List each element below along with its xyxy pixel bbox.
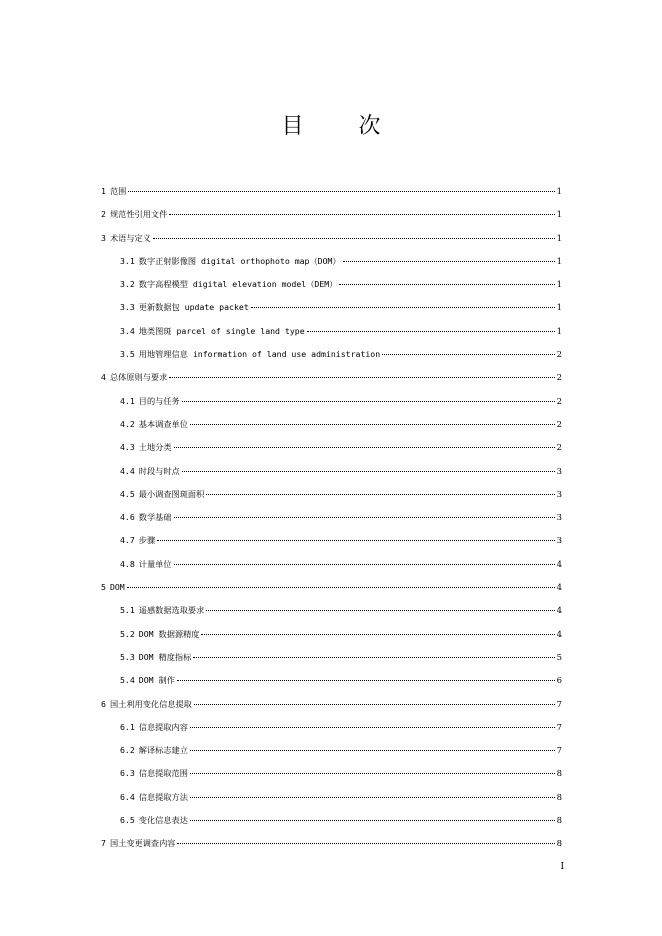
toc-entry-text: 信息提取内容 [138, 721, 188, 732]
table-of-contents [101, 180, 562, 856]
toc-entry-number: 3 [101, 232, 106, 243]
toc-entry-label [120, 276, 337, 292]
toc-entry-text: 土地分类 [138, 442, 172, 453]
toc-entry-page: 3 [556, 536, 562, 547]
toc-entry-page: 4 [556, 583, 562, 594]
toc-entry-page: 1 [556, 280, 562, 291]
toc-entry-text: 计量单位 [138, 558, 172, 569]
toc-entry[interactable] [101, 460, 562, 483]
toc-entry[interactable] [101, 832, 562, 855]
toc-entry-number: 5.1 [120, 605, 135, 616]
toc-entry-page: 1 [556, 303, 562, 314]
toc-entry-number: 2 [101, 209, 106, 220]
toc-leader-dots [153, 238, 555, 239]
toc-entry-text: 数学基础 [138, 512, 172, 523]
toc-leader-dots [177, 843, 554, 844]
toc-entry-number: 4.7 [120, 535, 135, 546]
toc-entry-label [120, 486, 204, 502]
toc-leader-dots [127, 587, 555, 588]
toc-leader-dots [169, 377, 554, 378]
toc-entry-number: 4.8 [120, 558, 135, 569]
toc-leader-dots [190, 750, 555, 751]
toc-entry-number: 3.3 [120, 302, 135, 313]
toc-entry-page: 1 [556, 210, 562, 221]
toc-entry-label [120, 719, 188, 735]
toc-entry-label [120, 393, 180, 409]
toc-entry[interactable] [101, 273, 562, 296]
toc-entry[interactable] [101, 483, 562, 506]
toc-leader-dots [182, 401, 555, 402]
toc-entry-text: 用地管理信息 information of land use administration [138, 349, 381, 360]
toc-entry-label [120, 463, 180, 479]
toc-entry[interactable] [101, 180, 562, 203]
toc-entry[interactable] [101, 693, 562, 716]
toc-entry-text: 变化信息表达 [138, 815, 188, 826]
toc-leader-dots [201, 634, 554, 635]
toc-leader-dots [174, 517, 555, 518]
toc-entry-text: 术语与定义 [109, 232, 151, 243]
toc-entry-page: 6 [556, 676, 562, 687]
toc-entry-number: 6 [101, 698, 106, 709]
toc-leader-dots [190, 797, 555, 798]
toc-leader-dots [182, 471, 555, 472]
toc-entry[interactable] [101, 553, 562, 576]
toc-entry-text: DOM 数据源精度 [138, 628, 200, 639]
toc-entry-page: 4 [556, 629, 562, 640]
toc-leader-dots [177, 680, 555, 681]
toc-entry-label [101, 579, 125, 595]
toc-entry[interactable] [101, 506, 562, 529]
toc-leader-dots [382, 354, 554, 355]
toc-entry-number: 1 [101, 186, 106, 196]
toc-entry-text: 基本调查单位 [138, 418, 188, 429]
toc-leader-dots [190, 820, 555, 821]
toc-entry-number: 4 [101, 372, 106, 383]
toc-entry-label [101, 835, 175, 851]
toc-entry[interactable] [101, 343, 562, 366]
toc-entry-text: DOM 制作 [138, 675, 175, 686]
toc-entry-text: 目的与任务 [138, 395, 180, 406]
toc-entry-page: 5 [556, 652, 562, 663]
toc-entry-page: 1 [556, 233, 562, 244]
toc-entry-label [120, 742, 188, 758]
toc-entry-number: 6.2 [120, 745, 135, 756]
toc-entry[interactable] [101, 599, 562, 622]
toc-entry-number: 4.5 [120, 488, 135, 499]
toc-entry-label [120, 299, 249, 315]
toc-entry-text: DOM 精度指标 [138, 651, 192, 662]
toc-entry-page: 2 [556, 419, 562, 430]
toc-entry[interactable] [101, 762, 562, 785]
toc-entry[interactable] [101, 250, 562, 273]
toc-entry-text: 总体原则与要求 [109, 372, 168, 383]
toc-entry-page: 2 [556, 396, 562, 407]
toc-leader-dots [193, 657, 554, 658]
toc-entry-label [120, 602, 204, 618]
toc-entry[interactable] [101, 413, 562, 436]
toc-entry-page: 1 [556, 256, 562, 267]
toc-leader-dots [339, 284, 554, 285]
toc-entry[interactable] [101, 786, 562, 809]
toc-entry-page: 3 [556, 513, 562, 524]
toc-entry-number: 3.5 [120, 349, 135, 360]
page-title: 目 次 [281, 114, 405, 139]
toc-entry-number: 6.1 [120, 721, 135, 732]
toc-leader-dots [169, 214, 554, 215]
toc-entry-number: 4.4 [120, 465, 135, 476]
toc-leader-dots [206, 494, 554, 495]
toc-entry-page: 3 [556, 466, 562, 477]
toc-entry-number: 5.4 [120, 675, 135, 686]
toc-entry-number: 6.5 [120, 815, 135, 826]
toc-entry-text: 最小调查图斑面积 [138, 488, 205, 499]
toc-entry-label [120, 253, 341, 269]
toc-entry-label [120, 672, 175, 688]
toc-entry-number: 5.2 [120, 628, 135, 639]
toc-entry[interactable] [101, 623, 562, 646]
toc-entry-page: 8 [556, 769, 562, 780]
toc-entry[interactable] [101, 576, 562, 599]
toc-leader-dots [307, 331, 555, 332]
toc-entry[interactable] [101, 390, 562, 413]
toc-entry-page: 2 [556, 373, 562, 384]
toc-entry-page: 4 [556, 606, 562, 617]
toc-leader-dots [343, 261, 555, 262]
toc-leader-dots [190, 773, 555, 774]
toc-entry-text: 更新数据包 update packet [138, 302, 249, 313]
toc-leader-dots [128, 191, 554, 192]
toc-entry[interactable] [101, 227, 562, 250]
toc-entry-text: 地类图斑 parcel of single land type [138, 325, 305, 336]
toc-entry-number: 6.4 [120, 791, 135, 802]
toc-entry-page: 1 [556, 326, 562, 337]
toc-entry-number: 4.1 [120, 395, 135, 406]
toc-entry-label [120, 626, 199, 642]
toc-entry-label [120, 416, 188, 432]
toc-entry-label [101, 230, 151, 246]
toc-leader-dots [251, 307, 555, 308]
toc-entry-number: 5.3 [120, 651, 135, 662]
toc-leader-dots [157, 540, 554, 541]
toc-entry-page: 7 [556, 699, 562, 710]
toc-entry-number: 3.2 [120, 279, 135, 290]
toc-entry[interactable] [101, 739, 562, 762]
toc-entry-label [120, 649, 191, 665]
toc-entry-number: 3.1 [120, 255, 135, 266]
toc-entry[interactable] [101, 320, 562, 343]
toc-entry-page: 3 [556, 489, 562, 500]
toc-entry-text: 数字高程模型 digital elevation model（DEM） [138, 279, 338, 290]
toc-leader-dots [174, 564, 555, 565]
toc-entry-text: 遥感数据选取要求 [138, 605, 205, 616]
toc-entry-text: DOM [109, 582, 125, 593]
toc-entry[interactable] [101, 296, 562, 319]
toc-entry-page: 2 [556, 350, 562, 361]
toc-entry-number: 4.2 [120, 418, 135, 429]
toc-entry-number: 6.3 [120, 768, 135, 779]
toc-entry[interactable] [101, 809, 562, 832]
toc-entry[interactable] [101, 716, 562, 739]
toc-entry-label [120, 323, 305, 339]
toc-entry-label [120, 812, 188, 828]
toc-entry[interactable] [101, 366, 562, 389]
toc-entry-label [120, 556, 172, 572]
toc-entry-text: 国土利用变化信息提取 [109, 698, 192, 709]
toc-entry-label [120, 789, 188, 805]
toc-leader-dots [190, 424, 555, 425]
toc-entry-label [120, 765, 188, 781]
toc-entry[interactable] [101, 669, 562, 692]
toc-entry-page: 1 [556, 187, 562, 197]
toc-entry-text: 信息提取范围 [138, 768, 188, 779]
toc-entry-text: 规范性引用文件 [109, 209, 168, 220]
toc-entry[interactable] [101, 646, 562, 669]
toc-entry-text: 时段与时点 [138, 465, 180, 476]
toc-entry-number: 5 [101, 582, 106, 593]
toc-entry-label [120, 509, 172, 525]
toc-entry-label [101, 206, 167, 222]
toc-entry-number: 4.3 [120, 442, 135, 453]
toc-entry-label [101, 369, 167, 385]
toc-entry[interactable] [101, 436, 562, 459]
toc-entry-label [120, 346, 380, 362]
toc-entry[interactable] [101, 529, 562, 552]
toc-entry-page: 7 [556, 746, 562, 757]
toc-entry-number: 4.6 [120, 512, 135, 523]
toc-leader-dots [174, 447, 555, 448]
toc-entry-page: 8 [556, 839, 562, 850]
toc-entry-label [101, 183, 126, 199]
toc-entry-label [120, 532, 155, 548]
toc-entry-label [120, 439, 172, 455]
toc-entry-page: 7 [556, 722, 562, 733]
toc-entry-page: 8 [556, 792, 562, 803]
toc-entry-text: 步骤 [138, 535, 156, 546]
toc-leader-dots [190, 727, 555, 728]
toc-entry-text: 范围 [109, 186, 127, 196]
toc-entry-label [101, 696, 192, 712]
toc-entry-page: 2 [556, 443, 562, 454]
toc-entry-page: 8 [556, 816, 562, 827]
toc-leader-dots [194, 704, 555, 705]
toc-entry-number: 3.4 [120, 325, 135, 336]
toc-entry-text: 数字正射影像图 digital orthophoto map（DOM） [138, 255, 341, 266]
toc-entry-text: 信息提取方法 [138, 791, 188, 802]
toc-entry[interactable] [101, 203, 562, 226]
toc-entry-text: 解译标志建立 [138, 745, 188, 756]
page-number: I [560, 862, 564, 872]
toc-leader-dots [206, 610, 554, 611]
toc-entry-page: 4 [556, 559, 562, 570]
toc-entry-number: 7 [101, 838, 106, 849]
toc-entry-text: 国土变更调查内容 [109, 838, 176, 849]
